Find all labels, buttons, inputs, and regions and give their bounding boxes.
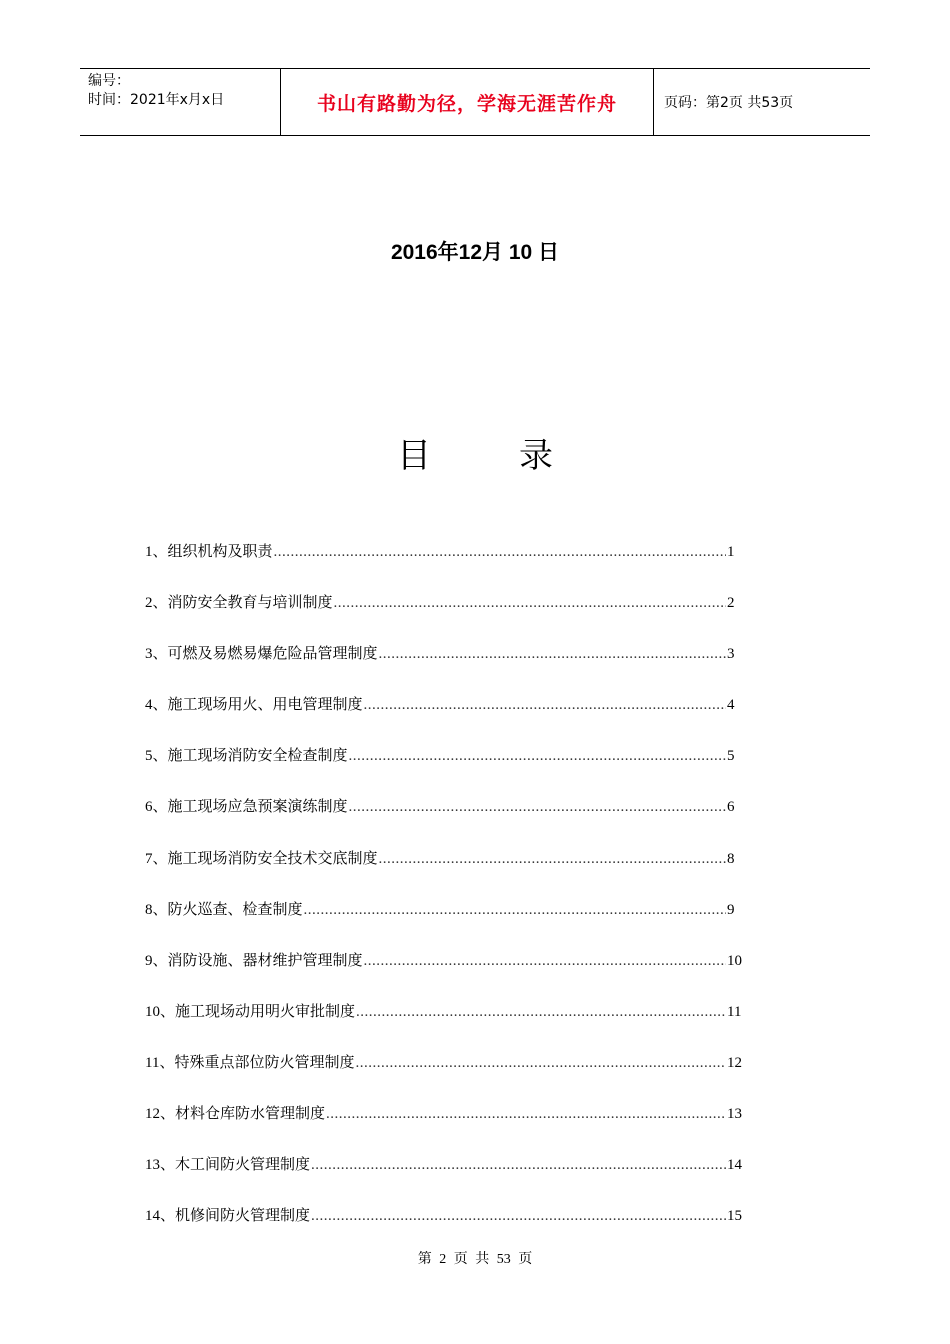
toc-entry[interactable]: [145, 642, 755, 693]
toc-entry[interactable]: [145, 847, 755, 898]
toc-entry-page: 10: [727, 952, 742, 969]
header-time-label: 时间：2021年x月x日: [88, 92, 225, 108]
toc-entry-page: 14: [727, 1157, 742, 1174]
toc-leader-dots: [349, 748, 726, 765]
toc-leader-dots: [304, 902, 726, 919]
toc-title-char-1: 目: [397, 436, 431, 476]
header-motto: 书山有路勤为径，学海无涯苦作舟: [281, 69, 654, 135]
toc-entry[interactable]: [145, 949, 755, 1000]
toc-leader-dots: [364, 697, 726, 714]
toc-entry-label: 2、消防安全教育与培训制度: [145, 595, 333, 612]
toc-leader-dots: [311, 1157, 726, 1174]
toc-entry-label: 1、组织机构及职责: [145, 544, 273, 560]
toc-entry-page: 2: [727, 595, 735, 612]
toc-entry[interactable]: [145, 744, 755, 795]
toc-entry[interactable]: [145, 1102, 755, 1153]
toc-leader-dots: [379, 851, 726, 868]
toc-entry-page: 9: [727, 901, 735, 918]
toc-entry-page: 13: [727, 1106, 742, 1123]
toc-entry-page: 6: [727, 799, 735, 816]
toc-title: [0, 428, 950, 477]
toc-entry-label: 11、特殊重点部位防火管理制度: [145, 1054, 355, 1071]
toc-entry[interactable]: [145, 898, 755, 949]
toc-entry[interactable]: [145, 693, 755, 744]
toc-entry-label: 12、材料仓库防水管理制度: [145, 1106, 326, 1123]
toc-leader-dots: [349, 799, 726, 816]
page-header: [80, 68, 870, 136]
toc-entry-label: 10、施工现场动用明火审批制度: [145, 1003, 356, 1020]
toc-entry[interactable]: [145, 1051, 755, 1102]
toc-title-char-2: 录: [519, 436, 553, 476]
toc-entry-label: 14、机修间防火管理制度: [145, 1208, 311, 1225]
toc-entry-label: 4、施工现场用火、用电管理制度: [145, 697, 363, 714]
header-page-info: 页码：第2页 共53页: [664, 95, 794, 111]
toc-entry-page: 15: [727, 1208, 742, 1225]
toc-entry-page: 8: [727, 850, 735, 867]
toc-entry-page: 5: [727, 748, 735, 765]
toc-entry-label: 8、防火巡查、检查制度: [145, 901, 303, 918]
toc-entry[interactable]: [145, 591, 755, 642]
toc-entry-page: 4: [727, 697, 735, 714]
toc-entry-label: 5、施工现场消防安全检查制度: [145, 748, 348, 765]
toc-entry[interactable]: [145, 1153, 755, 1204]
toc-leader-dots: [379, 646, 726, 663]
toc-entry[interactable]: [145, 540, 755, 591]
table-of-contents: [145, 540, 755, 1255]
toc-entry-page: 12: [727, 1054, 742, 1071]
toc-leader-dots: [356, 1004, 726, 1021]
toc-entry-label: 13、木工间防火管理制度: [145, 1157, 311, 1174]
toc-entry-label: 7、施工现场消防安全技术交底制度: [145, 850, 378, 867]
header-number-label: 编号：: [88, 73, 130, 89]
toc-entry[interactable]: [145, 795, 755, 846]
page-footer: 第 2 页 共 53 页: [417, 1252, 533, 1267]
toc-entry-label: 6、施工现场应急预案演练制度: [145, 799, 348, 816]
date-title: 2016年12月 10 日: [390, 241, 560, 264]
toc-leader-dots: [355, 1055, 726, 1072]
header-meta-cell: [80, 69, 281, 135]
toc-leader-dots: [364, 953, 726, 970]
toc-entry-label: 3、可燃及易燃易爆危险品管理制度: [145, 646, 378, 663]
toc-entry-page: 1: [727, 544, 735, 560]
toc-leader-dots: [326, 1106, 726, 1123]
toc-leader-dots: [311, 1208, 726, 1225]
toc-entry[interactable]: [145, 1000, 755, 1051]
toc-leader-dots: [274, 544, 726, 561]
toc-entry-label: 9、消防设施、器材维护管理制度: [145, 952, 363, 969]
toc-entry-page: 11: [727, 1003, 742, 1020]
toc-leader-dots: [334, 595, 726, 612]
toc-entry-page: 3: [727, 646, 735, 663]
